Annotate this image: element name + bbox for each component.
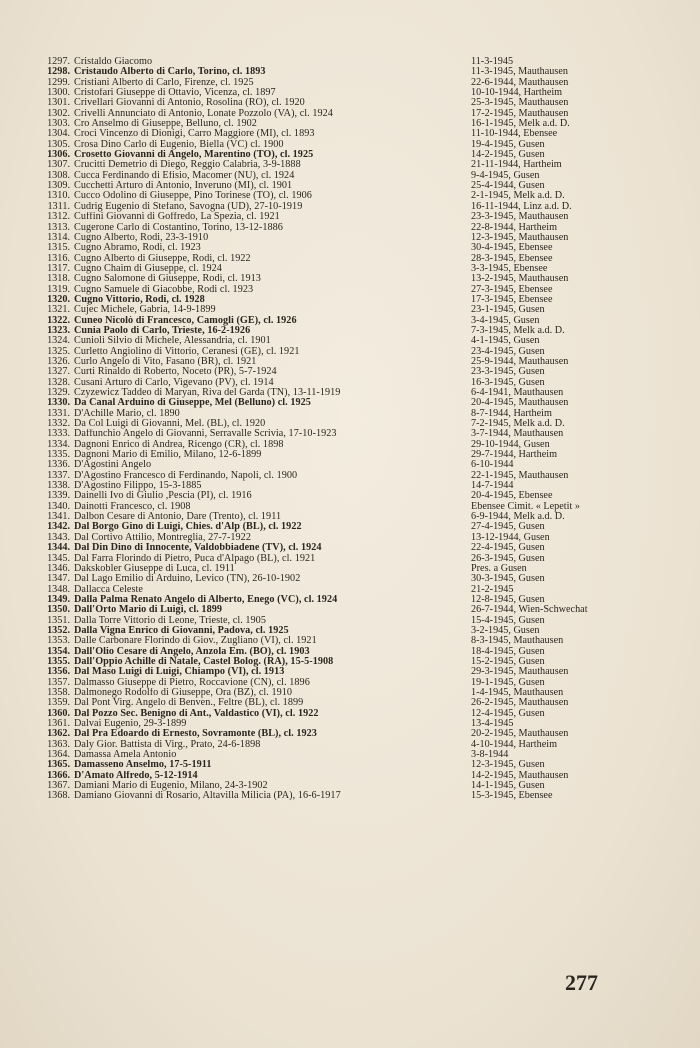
- entry-name: Dall'Olio Cesare di Angelo, Anzola Em. (BO), cl. 1903: [74, 646, 310, 657]
- entry-number: 1346.: [47, 562, 70, 574]
- list-item: [30, 460, 690, 470]
- entry-fate: Pres. a Gusen: [471, 563, 527, 574]
- entry-name: Curletto Angiolino di Vittorio, Ceranesi (GE), cl. 1921: [74, 346, 300, 357]
- list-item: [30, 740, 690, 750]
- entry-name: Dalvai Eugenio, 29-3-1899: [74, 719, 187, 729]
- list-item: [30, 585, 690, 595]
- entry-fate: 13-2-1945, Mauthausen: [471, 274, 569, 285]
- list-item: [30, 450, 690, 460]
- list-item: [30, 305, 690, 315]
- entry-number: 1305.: [47, 138, 70, 150]
- entry-fate: 8-7-1944, Hartheim: [471, 408, 552, 419]
- entry-name: Curti Rinaldo di Roberto, Noceto (PR), 5-7-1924: [74, 367, 277, 378]
- entry-fate: 16-3-1945, Gusen: [471, 377, 545, 388]
- entry-fate: 14-2-1945, Gusen: [471, 150, 545, 161]
- entry-fate: 12-4-1945, Gusen: [471, 708, 545, 719]
- entry-fate: 9-4-1945, Gusen: [471, 170, 540, 181]
- entry-number: 1363.: [47, 738, 70, 750]
- entry-name: Dakskobler Giuseppe di Luca, cl. 1911: [74, 563, 235, 574]
- entry-number: 1351.: [47, 614, 70, 626]
- list-item: [30, 191, 690, 201]
- entry-fate: 25-3-1945, Mauthausen: [471, 98, 569, 109]
- entry-number: 1331.: [47, 407, 70, 419]
- entry-name: Dalmasso Giuseppe di Pietro, Roccavione (CN), cl. 1896: [74, 677, 310, 688]
- entry-fate: 20-2-1945, Mauthausen: [471, 729, 569, 740]
- entry-name: D'Achille Mario, cl. 1890: [74, 408, 180, 419]
- entry-fate: 11-3-1945, Mauthausen: [471, 67, 568, 78]
- entry-name: D'Agostino Filippo, 15-3-1885: [74, 481, 202, 492]
- entry-fate: 3-4-1945, Gusen: [471, 315, 540, 326]
- entry-number: 1314.: [47, 231, 70, 243]
- entry-name: Cugno Chaim di Giuseppe, cl. 1924: [74, 263, 222, 274]
- entry-number: 1317.: [47, 262, 70, 274]
- entry-fate: 23-3-1945, Gusen: [471, 367, 545, 378]
- list-item: [30, 647, 690, 657]
- entry-name: Cujec Michele, Gabria, 14-9-1899: [74, 305, 216, 316]
- entry-name: Damiano Giovanni di Rosario, Altavilla Milicia (PA), 16-6-1917: [74, 791, 341, 802]
- entry-number: 1353.: [47, 635, 70, 647]
- list-item: [30, 243, 690, 253]
- entry-number: 1322.: [47, 314, 70, 326]
- entry-number: 1364.: [47, 749, 70, 761]
- entry-number: 1356.: [47, 666, 70, 678]
- entry-name: Dainotti Francesco, cl. 1908: [74, 501, 191, 512]
- list-item: [30, 378, 690, 388]
- entry-name: Damassa Amela Antonio: [74, 750, 177, 761]
- entry-number: 1329.: [47, 387, 70, 398]
- list-item: [30, 98, 690, 108]
- entry-number: 1352.: [47, 624, 70, 636]
- entry-number: 1355.: [47, 655, 70, 667]
- entry-name: Daffunchio Angelo di Giovanni, Serravalle Scrivia, 17-10-1923: [74, 429, 337, 440]
- entry-number: 1360.: [47, 707, 70, 719]
- list-item: [30, 491, 690, 501]
- list-item: [30, 626, 690, 636]
- entry-name: Cusani Arturo di Carlo, Vigevano (PV), cl. 1914: [74, 377, 274, 388]
- list-item: [30, 388, 690, 398]
- entry-name: Crivellari Giovanni di Antonio, Rosolina (RO), cl. 1920: [74, 98, 305, 109]
- entry-name: Cro Anselmo di Giuseppe, Belluno, cl. 1902: [74, 119, 257, 130]
- list-item: [30, 657, 690, 667]
- list-item: [30, 264, 690, 274]
- entry-fate: 22-6-1944, Mauthausen: [471, 77, 569, 88]
- entry-name: Dalla Vigna Enrico di Giovanni, Padova, cl. 1925: [74, 625, 289, 636]
- entry-fate: 7-3-1945, Melk a.d. D.: [471, 325, 565, 336]
- entry-number: 1336.: [47, 459, 70, 471]
- entry-number: 1310.: [47, 190, 70, 202]
- entry-fate: 27-3-1945, Ebensee: [471, 284, 553, 295]
- entry-fate: 12-3-1945, Gusen: [471, 760, 545, 771]
- entry-name: Crucitti Demetrio di Diego, Reggio Calabria, 3-9-1888: [74, 160, 301, 171]
- entry-fate: 28-3-1945, Ebensee: [471, 253, 553, 264]
- list-item: [30, 688, 690, 698]
- entry-fate: 2-1-1945, Melk a.d. D.: [471, 191, 565, 202]
- entry-number: 1347.: [47, 573, 70, 585]
- entry-fate: 23-1-1945, Gusen: [471, 305, 545, 316]
- entry-name: Dainelli Ivo di Giulio ,Pescia (PI), cl. 1916: [74, 491, 252, 502]
- entry-fate: 25-4-1944, Gusen: [471, 181, 545, 192]
- entry-number: 1319.: [47, 283, 70, 295]
- entry-name: Da Canal Arduino di Giuseppe, Mel (Belluno) cl. 1925: [74, 398, 311, 409]
- entry-number: 1344.: [47, 542, 70, 554]
- entry-name: Cristiani Alberto di Carlo, Firenze, cl. 1925: [74, 77, 254, 88]
- entry-name: Cugno Alberto, Rodi, 23-3-1910: [74, 232, 209, 243]
- entry-number: 1304.: [47, 128, 70, 140]
- entry-number: 1326.: [47, 355, 70, 367]
- entry-name: Crosetto Giovanni di Angelo, Marentino (TO), cl. 1925: [74, 150, 314, 161]
- entry-name: Cuffini Giovanni di Goffredo, La Spezia, cl. 1921: [74, 212, 280, 223]
- entry-fate: 8-3-1945, Mauthausen: [471, 636, 564, 647]
- entry-number: 1338.: [47, 480, 70, 492]
- entry-number: 1301.: [47, 97, 70, 109]
- entry-name: Cugerone Carlo di Costantino, Torino, 13-12-1886: [74, 222, 283, 233]
- entry-number: 1309.: [47, 180, 70, 192]
- list-item: [30, 223, 690, 233]
- list-item: [30, 781, 690, 791]
- entry-fate: 15-2-1945, Gusen: [471, 656, 545, 667]
- list-item: [30, 616, 690, 626]
- entry-fate: 15-4-1945, Gusen: [471, 615, 545, 626]
- entry-name: Da Col Luigi di Giovanni, Mel. (BL), cl. 1920: [74, 419, 266, 430]
- entry-fate: 4-10-1944, Hartheim: [471, 739, 558, 750]
- entry-number: 1339.: [47, 490, 70, 502]
- entry-number: 1324.: [47, 335, 70, 347]
- entry-name: Dal Din Dino di Innocente, Valdobbiadene (TV), cl. 1924: [74, 543, 322, 554]
- entry-number: 1307.: [47, 159, 70, 171]
- entry-number: 1341.: [47, 511, 70, 523]
- list-item: [30, 481, 690, 491]
- entry-fate: 17-2-1945, Mauthausen: [471, 108, 569, 119]
- entry-name: Croci Vincenzo di Dionigi, Carro Maggiore (MI), cl. 1893: [74, 129, 315, 140]
- entry-fate: 17-3-1945, Ebensee: [471, 294, 553, 305]
- list-item: [30, 160, 690, 170]
- list-item: [30, 129, 690, 139]
- entry-number: 1302.: [47, 107, 70, 119]
- list-item: [30, 574, 690, 584]
- entry-name: Dal Farra Florindo di Pietro, Puca d'Alpago (BL), cl. 1921: [74, 553, 316, 564]
- entry-number: 1342.: [47, 521, 70, 533]
- entry-fate: 22-4-1945, Gusen: [471, 543, 545, 554]
- entry-name: Dal Pont Virg. Angelo di Benven., Feltre (BL), cl. 1899: [74, 698, 304, 709]
- entry-name: Czyzewicz Taddeo di Maryan, Riva del Garda (TN), 13-11-1919: [74, 388, 341, 398]
- entry-name: Daly Gior. Battista di Virg., Prato, 24-6-1898: [74, 739, 261, 750]
- entry-number: 1362.: [47, 728, 70, 740]
- list-item: [30, 295, 690, 305]
- list-item: [30, 564, 690, 574]
- list-item: [30, 471, 690, 481]
- entry-fate: 21-2-1945: [471, 584, 514, 595]
- entry-number: 1312.: [47, 211, 70, 223]
- list-item: [30, 419, 690, 429]
- entry-number: 1367.: [47, 780, 70, 792]
- list-item: [30, 181, 690, 191]
- list-item: [30, 357, 690, 367]
- list-item: [30, 140, 690, 150]
- entry-fate: 1-4-1945, Mauthausen: [471, 687, 564, 698]
- list-item: [30, 667, 690, 677]
- entry-fate: 14-2-1945, Mauthausen: [471, 770, 569, 781]
- entry-name: Dall'Orto Mario di Luigi, cl. 1899: [74, 605, 222, 616]
- list-item: [30, 347, 690, 357]
- entry-number: 1308.: [47, 169, 70, 181]
- entry-number: 1340.: [47, 500, 70, 512]
- entry-fate: 29-3-1945, Mauthausen: [471, 667, 569, 678]
- entry-number: 1316.: [47, 252, 70, 264]
- entry-name: D'Agostini Angelo: [74, 460, 152, 471]
- entry-fate: 13-4-1945: [471, 719, 514, 729]
- entry-number: 1315.: [47, 242, 70, 254]
- entry-name: Dal Borgo Gino di Luigi, Chies. d'Alp (BL), cl. 1922: [74, 522, 302, 533]
- entry-number: 1348.: [47, 583, 70, 595]
- entry-fate: 3-3-1945, Ebensee: [471, 263, 548, 274]
- entry-name: Cugno Salomone di Giuseppe, Rodi, cl. 1913: [74, 274, 261, 285]
- list-item: [30, 760, 690, 770]
- entry-number: 1343.: [47, 531, 70, 543]
- list-item: [30, 57, 690, 67]
- entry-fate: 26-2-1945, Mauthausen: [471, 698, 569, 709]
- list-item: [30, 636, 690, 646]
- entry-number: 1349.: [47, 593, 70, 605]
- list-item: [30, 67, 690, 77]
- entry-name: Dall'Oppio Achille di Natale, Castel Bolog. (RA), 15-5-1908: [74, 656, 334, 667]
- entry-name: D'Agostino Francesco di Ferdinando, Napoli, cl. 1900: [74, 470, 298, 481]
- list-item: [30, 791, 690, 801]
- entry-name: Cunioli Silvio di Michele, Alessandria, cl. 1901: [74, 336, 271, 347]
- entry-fate: 19-1-1945, Gusen: [471, 677, 545, 688]
- list-item: [30, 543, 690, 553]
- list-item: [30, 440, 690, 450]
- entry-number: 1311.: [47, 200, 70, 212]
- list-item: [30, 150, 690, 160]
- list-item: [30, 409, 690, 419]
- entry-fate: 26-3-1945, Gusen: [471, 553, 545, 564]
- entry-number: 1299.: [47, 76, 70, 88]
- entry-fate: 14-1-1945, Gusen: [471, 781, 545, 792]
- entry-name: Dallacca Celeste: [74, 584, 143, 595]
- entry-name: Dal Cortivo Attilio, Montreglia, 27-7-1922: [74, 532, 251, 543]
- entry-number: 1323.: [47, 324, 70, 336]
- list-item: [30, 109, 690, 119]
- entry-number: 1306.: [47, 149, 70, 161]
- entry-fate: 11-10-1944, Ebensee: [471, 129, 558, 140]
- list-item: [30, 502, 690, 512]
- entry-fate: 22-8-1944, Hartheim: [471, 222, 558, 233]
- list-item: [30, 729, 690, 739]
- list-item: [30, 429, 690, 439]
- entry-name: Cristaldo Giacomo: [74, 57, 153, 67]
- entry-name: Cuneo Nicolò di Francesco, Camogli (GE), cl. 1926: [74, 315, 297, 326]
- entry-fate: 29-10-1944, Gusen: [471, 439, 550, 450]
- entry-number: 1350.: [47, 604, 70, 616]
- entry-number: 1358.: [47, 686, 70, 698]
- entry-name: Cugno Alberto di Giuseppe, Rodi, cl. 1922: [74, 253, 251, 264]
- entry-name: Dagnoni Mario di Emilio, Milano, 12-6-1899: [74, 450, 262, 461]
- list-item: [30, 678, 690, 688]
- entry-number: 1321.: [47, 304, 70, 316]
- entry-number: 1333.: [47, 428, 70, 440]
- entry-number: 1328.: [47, 376, 70, 388]
- entry-name: Cugno Vittorio, Rodi, cl. 1928: [74, 294, 205, 305]
- entry-fate: 20-4-1945, Mauthausen: [471, 398, 569, 409]
- list-item: [30, 367, 690, 377]
- entry-number: 1335.: [47, 449, 70, 461]
- entry-name: Damiani Mario di Eugenio, Milano, 24-3-1902: [74, 781, 268, 792]
- entry-number: 1365.: [47, 759, 70, 771]
- entry-fate: 12-8-1945, Gusen: [471, 594, 545, 605]
- list-item: [30, 605, 690, 615]
- entry-fate: 30-3-1945, Gusen: [471, 574, 545, 585]
- entry-fate: 29-7-1944, Hartheim: [471, 450, 558, 461]
- entry-number: 1320.: [47, 293, 70, 305]
- entry-name: Dalbon Cesare di Antonio, Dare (Trento), cl. 1911: [74, 512, 282, 523]
- list-item: [30, 78, 690, 88]
- list-item: [30, 719, 690, 729]
- entry-number: 1366.: [47, 769, 70, 781]
- entry-fate: 7-2-1945, Melk a.d. D.: [471, 419, 565, 430]
- entry-number: 1337.: [47, 469, 70, 481]
- list-item: [30, 698, 690, 708]
- entry-number: 1325.: [47, 345, 70, 357]
- entry-name: Curlo Angelo di Vito, Fasano (BR), cl. 1921: [74, 356, 257, 367]
- list-item: [30, 88, 690, 98]
- list-item: [30, 533, 690, 543]
- entry-number: 1303.: [47, 118, 70, 130]
- entry-name: Cugno Samuele di Giacobbe, Rodi cl. 1923: [74, 284, 254, 295]
- list-item: [30, 709, 690, 719]
- entry-name: Dal Pozzo Sec. Benigno di Ant., Valdastico (VI), cl. 1922: [74, 708, 319, 719]
- entry-number: 1354.: [47, 645, 70, 657]
- list-item: [30, 750, 690, 760]
- list-item: [30, 233, 690, 243]
- entry-fate: 20-4-1945, Ebensee: [471, 491, 553, 502]
- entry-fate: 19-4-1945, Gusen: [471, 139, 545, 150]
- list-item: [30, 212, 690, 222]
- entry-fate: 16-11-1944, Linz a.d. D.: [471, 201, 572, 212]
- entry-number: 1345.: [47, 552, 70, 564]
- entry-number: 1332.: [47, 418, 70, 430]
- entry-name: Cunia Paolo di Carlo, Trieste, 16-2-1926: [74, 325, 251, 336]
- entry-number: 1361.: [47, 718, 70, 729]
- list-item: [30, 285, 690, 295]
- list-item: [30, 274, 690, 284]
- entry-number: 1357.: [47, 676, 70, 688]
- entry-fate: 26-7-1944, Wien-Schwechat: [471, 605, 588, 616]
- list-item: [30, 595, 690, 605]
- list-item: [30, 326, 690, 336]
- entry-name: Cucco Odolino di Giuseppe, Pino Torinese (TO), cl. 1906: [74, 191, 312, 202]
- entry-fate: 23-3-1945, Mauthausen: [471, 212, 569, 223]
- entry-fate: 6-9-1944, Melk a.d. D.: [471, 512, 565, 523]
- entry-fate: 30-4-1945, Ebensee: [471, 243, 553, 254]
- list-item: [30, 522, 690, 532]
- entry-number: 1313.: [47, 221, 70, 233]
- list-item: [30, 254, 690, 264]
- entry-fate: 3-8-1944: [471, 750, 509, 761]
- entry-name: Cugno Abramo, Rodi, cl. 1923: [74, 243, 201, 254]
- entry-fate: 4-1-1945, Gusen: [471, 336, 540, 347]
- entry-number: 1359.: [47, 697, 70, 709]
- entry-fate: 10-10-1944, Hartheim: [471, 88, 563, 99]
- page-number: 277: [565, 970, 598, 995]
- list-item: [30, 336, 690, 346]
- entry-number: 1368.: [47, 790, 70, 802]
- entry-name: Cucchetti Arturo di Antonio, Inveruno (MI), cl. 1901: [74, 181, 293, 192]
- entry-number: 1330.: [47, 397, 70, 409]
- entry-number: 1318.: [47, 273, 70, 285]
- entry-name: Cristofari Giuseppe di Ottavio, Vicenza, cl. 1897: [74, 88, 276, 99]
- list-item: [30, 512, 690, 522]
- entry-number: 1300.: [47, 87, 70, 99]
- entry-name: Dalla Torre Vittorio di Leone, Trieste, cl. 1905: [74, 615, 266, 626]
- entry-name: Dal Pra Edoardo di Ernesto, Sovramonte (BL), cl. 1923: [74, 729, 317, 740]
- list-item: [30, 771, 690, 781]
- entry-name: Dalla Palma Renato Angelo di Alberto, Enego (VC), cl. 1924: [74, 594, 338, 605]
- list-item: [30, 554, 690, 564]
- entry-name: Cristaudo Alberto di Carlo, Torino, cl. 1893: [74, 67, 266, 78]
- entry-fate: 22-1-1945, Mauthausen: [471, 470, 569, 481]
- entry-name: D'Amato Alfredo, 5-12-1914: [74, 770, 198, 781]
- entry-fate: 14-7-1944: [471, 481, 514, 492]
- entry-fate: 25-9-1944, Mauthausen: [471, 356, 569, 367]
- entry-fate: 16-1-1945, Melk a.d. D.: [471, 119, 570, 130]
- entry-fate: 13-12-1944, Gusen: [471, 532, 550, 543]
- entry-fate: Ebensee Cimit. « Lepetit »: [471, 501, 580, 512]
- entry-number: 1297.: [47, 56, 70, 67]
- entry-fate: 3-7-1944, Mauthausen: [471, 429, 564, 440]
- entry-number: 1334.: [47, 438, 70, 450]
- entry-name: Dal Maso Luigi di Luigi, Chiampo (VI), cl. 1913: [74, 667, 285, 678]
- entry-fate: 12-3-1945, Mauthausen: [471, 232, 569, 243]
- entry-fate: 27-4-1945, Gusen: [471, 522, 545, 533]
- entry-fate: 18-4-1945, Gusen: [471, 646, 545, 657]
- entry-name: Dal Lago Emilio di Arduino, Levico (TN), 26-10-1902: [74, 574, 301, 585]
- entry-name: Dalmonego Rodolfo di Giuseppe, Ora (BZ), cl. 1910: [74, 687, 293, 698]
- entry-fate: 6-4-1941, Mauthausen: [471, 388, 564, 398]
- entry-number: 1327.: [47, 366, 70, 378]
- list-item: [30, 202, 690, 212]
- entry-fate: 15-3-1945, Ebensee: [471, 791, 553, 802]
- entry-name: Dalle Carbonare Florindo di Giov., Zugliano (VI), cl. 1921: [74, 636, 317, 647]
- entry-fate: 6-10-1944: [471, 460, 514, 471]
- entry-name: Cucca Ferdinando di Efisio, Macomer (NU), cl. 1924: [74, 170, 295, 181]
- list-item: [30, 171, 690, 181]
- deportee-list: [30, 57, 690, 802]
- list-item: [30, 398, 690, 408]
- entry-name: Dagnoni Enrico di Andrea, Ricengo (CR), cl. 1898: [74, 439, 284, 450]
- list-item: [30, 316, 690, 326]
- entry-fate: 3-2-1945, Gusen: [471, 625, 540, 636]
- entry-fate: 23-4-1945, Gusen: [471, 346, 545, 357]
- entry-name: Cudrig Eugenio di Stefano, Savogna (UD), 27-10-1919: [74, 201, 303, 212]
- entry-name: Damasseno Anselmo, 17-5-1911: [74, 760, 212, 771]
- entry-name: Crosa Dino Carlo di Eugenio, Biella (VC) cl. 1900: [74, 139, 284, 150]
- entry-fate: 21-11-1944, Hartheim: [471, 160, 562, 171]
- entry-name: Crivelli Annunciato di Antonio, Lonate Pozzolo (VA), cl. 1924: [74, 108, 333, 119]
- entry-fate: 11-3-1945: [471, 57, 514, 67]
- list-item: [30, 119, 690, 129]
- entry-number: 1298.: [47, 66, 70, 78]
